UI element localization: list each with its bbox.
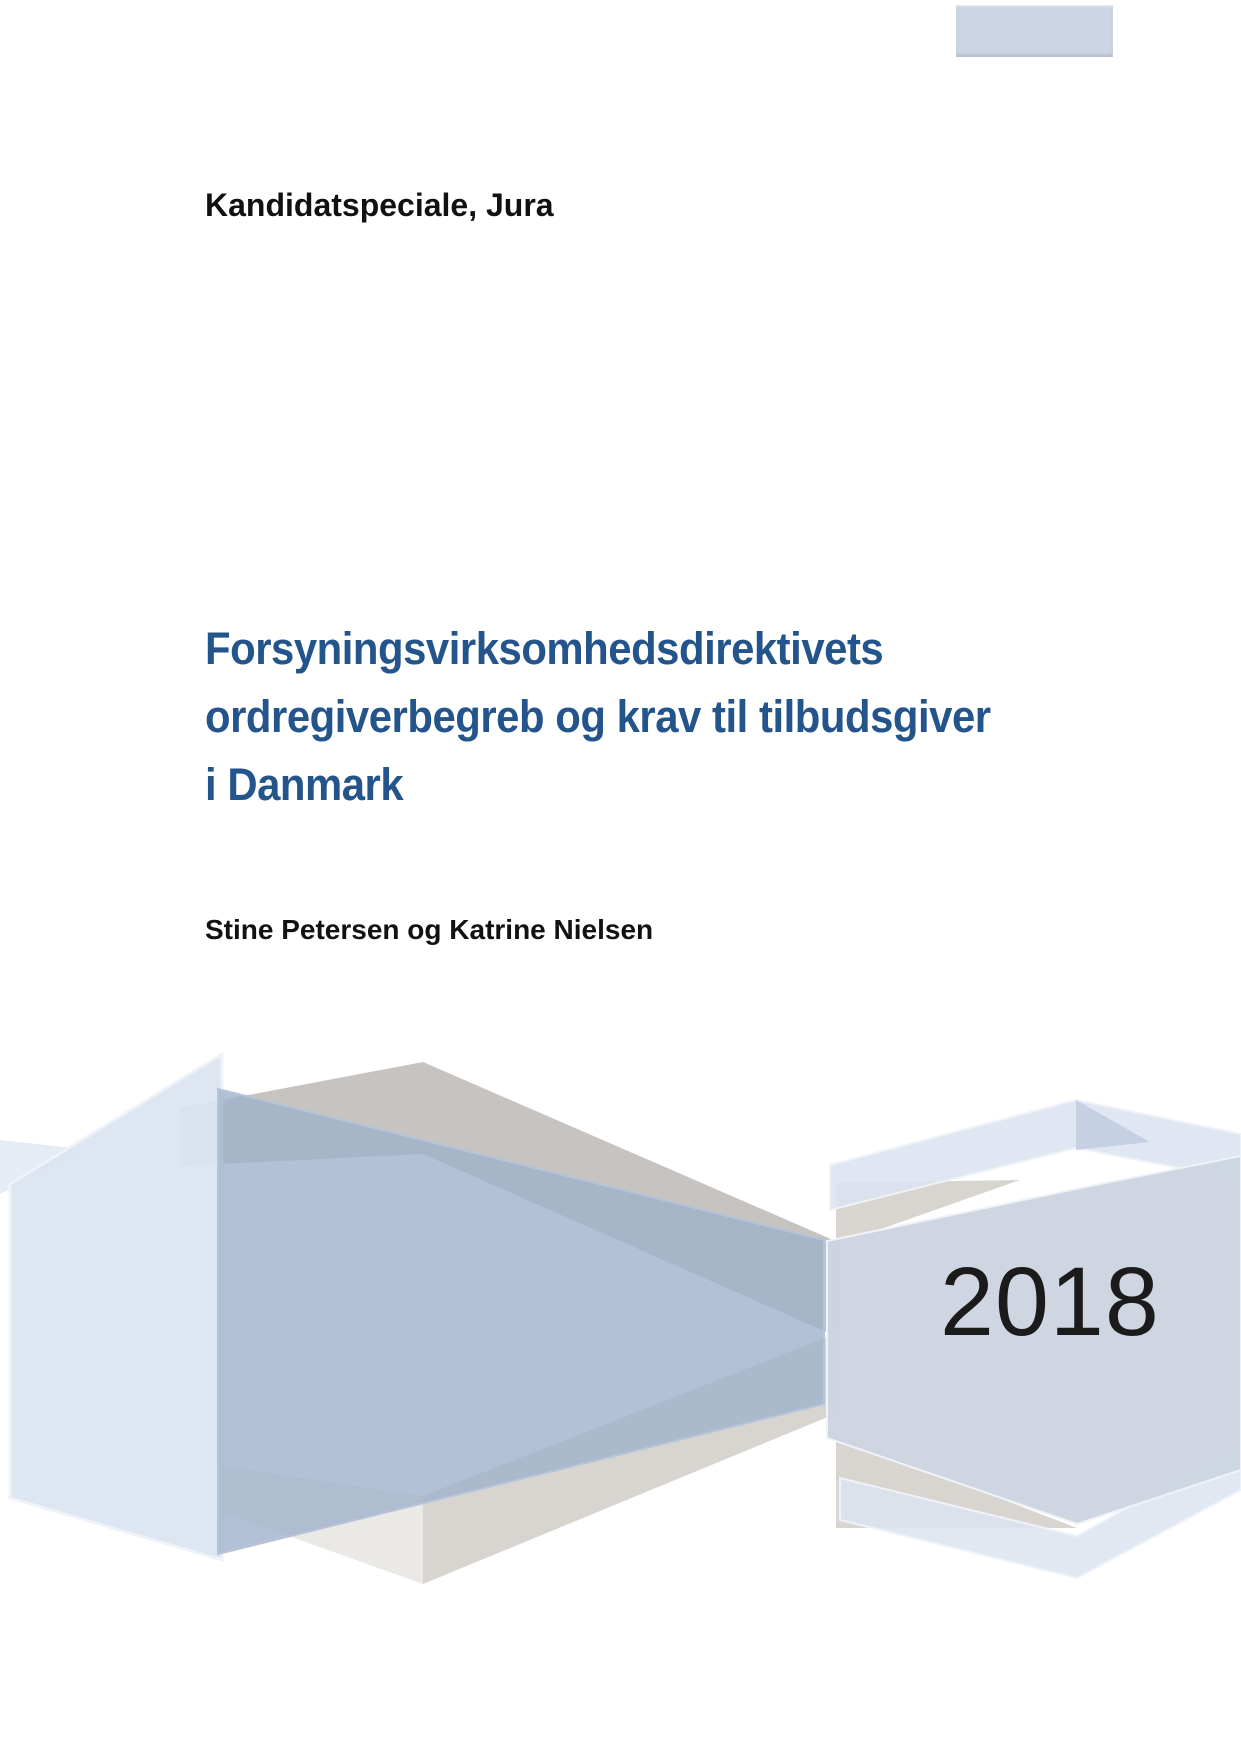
title-line-1: Forsyningsvirksomhedsdirektivets <box>205 623 884 674</box>
authors-line: Stine Petersen og Katrine Nielsen <box>205 914 654 945</box>
ribbon-left-panel <box>10 1054 222 1560</box>
year-text: 2018 <box>940 1247 1160 1356</box>
document-type-label: Kandidatspeciale, Jura <box>205 187 554 223</box>
title-line-3: i Danmark <box>205 759 404 810</box>
title-line-2: ordregiverbegreb og krav til tilbudsgiver <box>205 691 991 742</box>
